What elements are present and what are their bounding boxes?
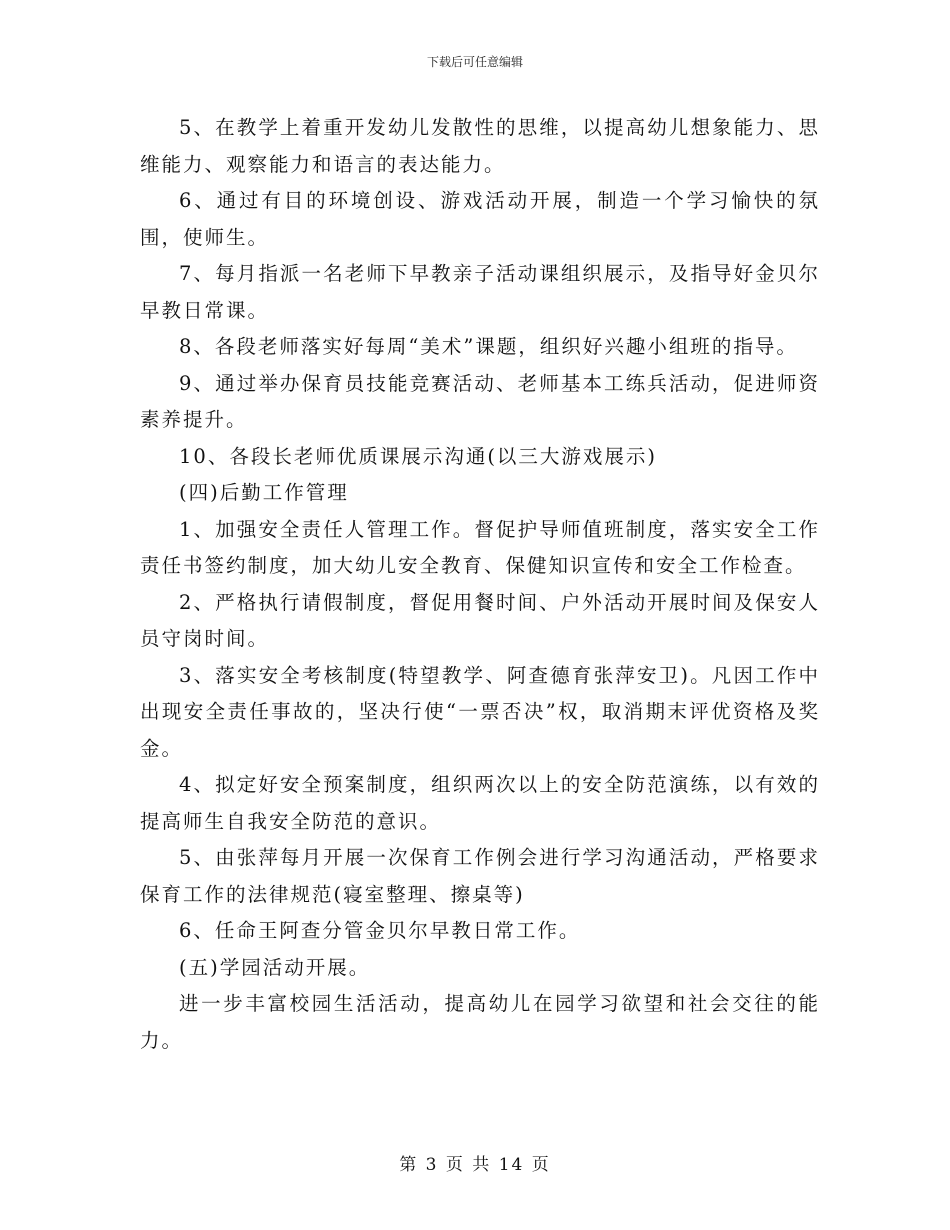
paragraph-logistics-5-meeting: 5、由张萍每月开展一次保育工作例会进行学习沟通活动，严格要求保育工作的法律规范(寝室整理、擦桌等) <box>140 846 820 906</box>
paragraph-item-8-art: 8、各段老师落实好每周“美术”课题，组织好兴趣小组班的指导。 <box>179 335 798 358</box>
section-heading-logistics: (四)后勤工作管理 <box>179 481 349 504</box>
paragraph-logistics-1-safety: 1、加强安全责任人管理工作。督促护导师值班制度，落实安全工作责任书签约制度，加大幼儿安全教育、保健知识宣传和安全工作检查。 <box>140 517 820 577</box>
paragraph-item-10-quality-class: 10、各段长老师优质课展示沟通(以三大游戏展示) <box>179 444 658 468</box>
paragraph-item-7-early-education: 7、每月指派一名老师下早教亲子活动课组织展示，及指导好金贝尔早教日常课。 <box>140 262 820 322</box>
paragraph-item-5-teaching: 5、在教学上着重开发幼儿发散性的思维，以提高幼儿想象能力、思维能力、观察能力和语言的表达能力。 <box>140 116 820 176</box>
paragraph-logistics-2-leave: 2、严格执行请假制度，督促用餐时间、户外活动开展时间及保安人员守岗时间。 <box>140 590 820 650</box>
paragraph-item-6-environment: 6、通过有目的环境创设、游戏活动开展，制造一个学习愉快的氛围，使师生。 <box>140 189 820 249</box>
paragraph-item-9-competition: 9、通过举办保育员技能竞赛活动、老师基本工练兵活动，促进师资素养提升。 <box>140 371 820 431</box>
section-heading-activities: (五)学园活动开展。 <box>179 955 371 979</box>
page-header-note: 下载后可任意编辑 <box>426 55 523 69</box>
paragraph-activities-intro: 进一步丰富校园生活活动，提高幼儿在园学习欲望和社会交往的能力。 <box>140 992 820 1052</box>
paragraph-logistics-3-assessment: 3、落实安全考核制度(特望教学、阿查德育张萍安卫)。凡因工作中出现安全责任事故的，坚决行使“一票否决”权，取消期末评优资格及奖金。 <box>140 663 820 760</box>
page-number-footer: 第 3 页 共 14 页 <box>399 1155 551 1175</box>
paragraph-logistics-6-appointment: 6、任命王阿查分管金贝尔早教日常工作。 <box>179 919 581 942</box>
document-body <box>140 110 820 1059</box>
paragraph-logistics-4-drills: 4、拟定好安全预案制度，组织两次以上的安全防范演练，以有效的提高师生自我安全防范的意识。 <box>140 773 820 833</box>
